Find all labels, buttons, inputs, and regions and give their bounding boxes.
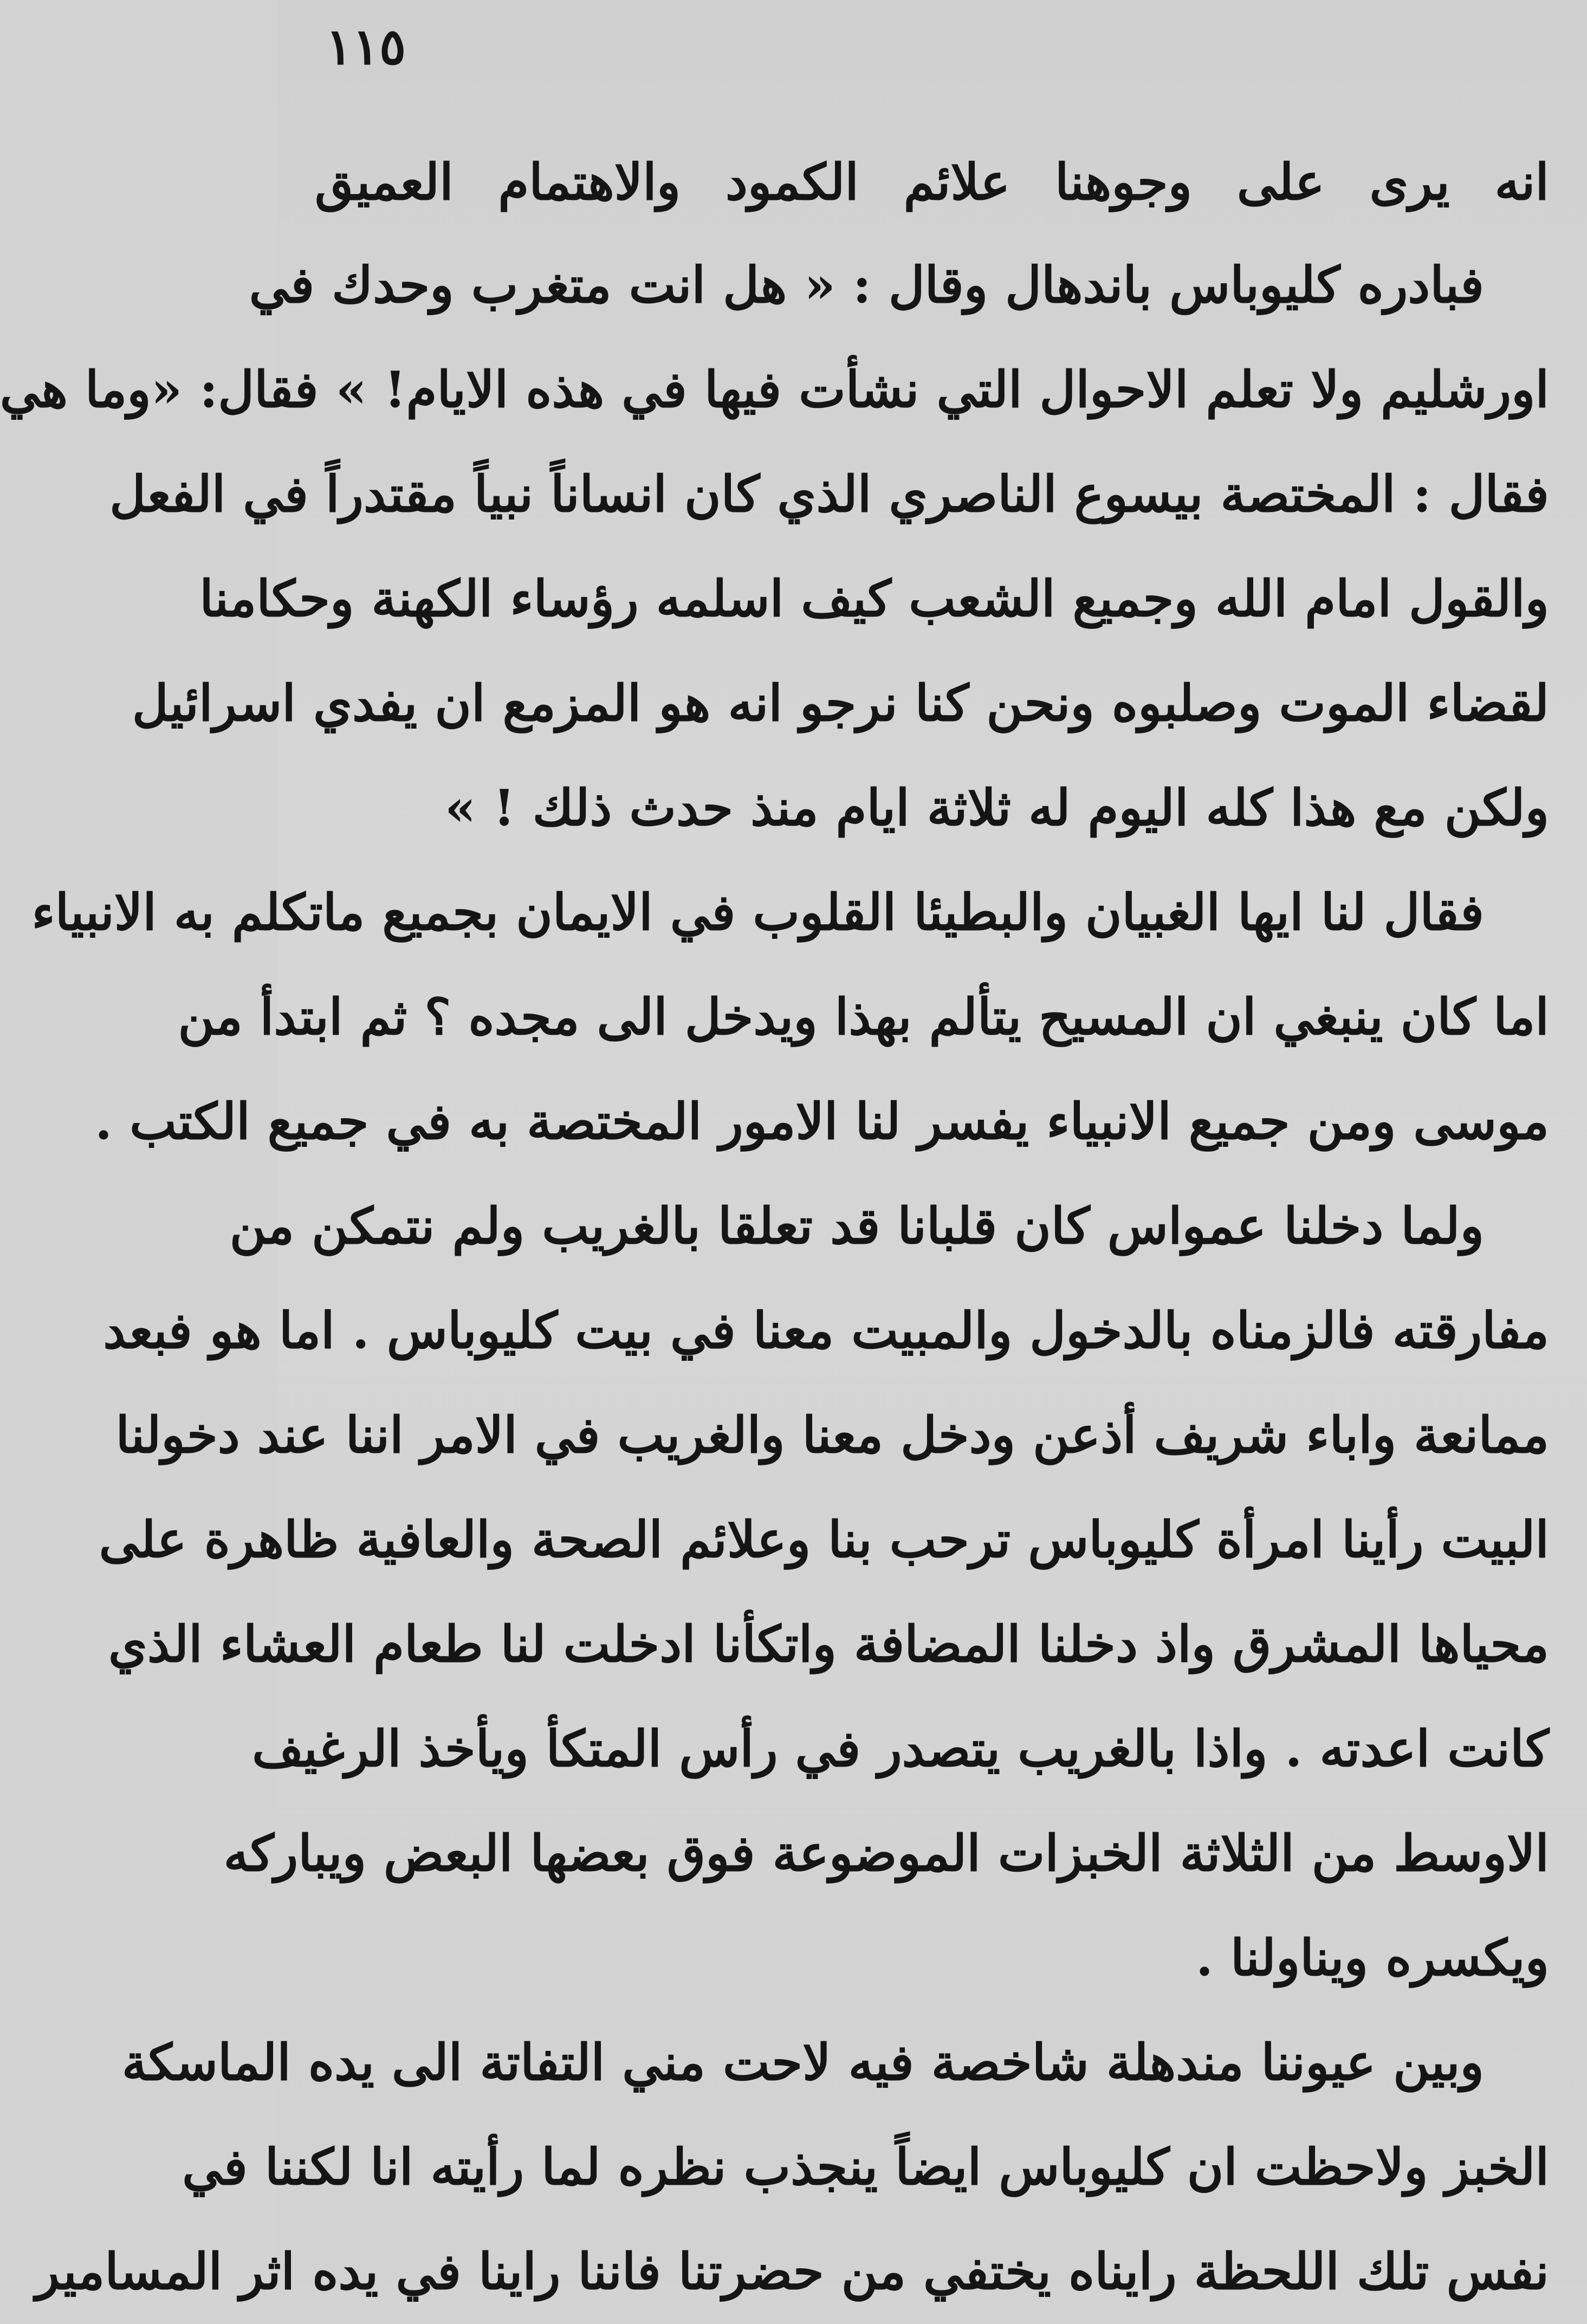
text-line: والقول امام الله وجميع الشعب كيف اسلمه رؤساء الكهنة وحكامنا	[199, 569, 1549, 628]
text-line: ممانعة واباء شريف أذعن ودخل معنا والغريب في الامر اننا عند دخولنا	[115, 1406, 1549, 1464]
text-line: اما كان ينبغي ان المسيح يتألم بهذا ويدخل الى مجده ؟ ثم ابتدأ من	[178, 988, 1549, 1046]
text-line: مفارقته فالزمناه بالدخول والمبيت معنا في بيت كليوباس . اما هو فبعد	[103, 1301, 1549, 1360]
text-line: لقضاء الموت وصلبوه ونحن كنا نرجو انه هو المزمع ان يفدي اسرائيل	[132, 674, 1549, 732]
text-line: الاوسط من الثلاثة الخبزات الموضوعة فوق بعضها البعض ويباركه	[223, 1824, 1549, 1882]
text-line: كانت اعدته . واذا بالغريب يتصدر في رأس المتكأ ويأخذ الرغيف	[252, 1719, 1549, 1778]
text-line: انه يرى على وجوهنا علائم الكمود والاهتمام العميق	[315, 153, 1549, 211]
text-line: نفس تلك اللحظة رايناه يختفي من حضرتنا فاننا راينا في يده اثر المسامير	[35, 2242, 1549, 2301]
text-line: فبادره كليوباس باندهال وقال : « هل انت متغرب وحدك في	[249, 256, 1484, 314]
text-line: محياها المشرق واذ دخلنا المضافة واتكأنا ادخلت لنا طعام العشاء الذي	[108, 1615, 1549, 1673]
text-line: الخبز ولاحظت ان كليوباس ايضاً ينجذب نظره لما رأيته انا لكننا في	[182, 2138, 1549, 2196]
text-line: اورشليم ولا تعلم الاحوال التي نشأت فيها في هذه الايام! » فقال: «وما هي	[0, 360, 1549, 419]
text-line: وبين عيوننا مندهلة شاخصة فيه لاحت مني التفاتة الى يده الماسكة	[121, 2033, 1484, 2092]
text-line: ولكن مع هذا كله اليوم له ثلاثة ايام منذ حدث ذلك ! »	[444, 778, 1549, 837]
body-text	[0, 130, 1549, 2324]
text-line: ويكسره ويناولنا .	[1195, 1929, 1549, 1987]
page-number: ١١٥	[326, 17, 406, 76]
text-line: ولما دخلنا عمواس كان قلبانا قد تعلقا بالغريب ولم نتمكن من	[229, 1197, 1484, 1255]
text-line: موسى ومن جميع الانبياء يفسر لنا الامور المختصة به في جميع الكتب .	[95, 1092, 1549, 1151]
text-line: البيت رأينا امرأة كليوباس ترحب بنا وعلائم الصحة والعافية ظاهرة على	[99, 1510, 1549, 1569]
text-line: فقال لنا ايها الغبيان والبطيئا القلوب في الايمان بجميع ماتكلم به الانبياء	[31, 883, 1484, 942]
text-line: فقال : المختصة بيسوع الناصري الذي كان انساناً نبياً مقتدراً في الفعل	[109, 465, 1549, 523]
